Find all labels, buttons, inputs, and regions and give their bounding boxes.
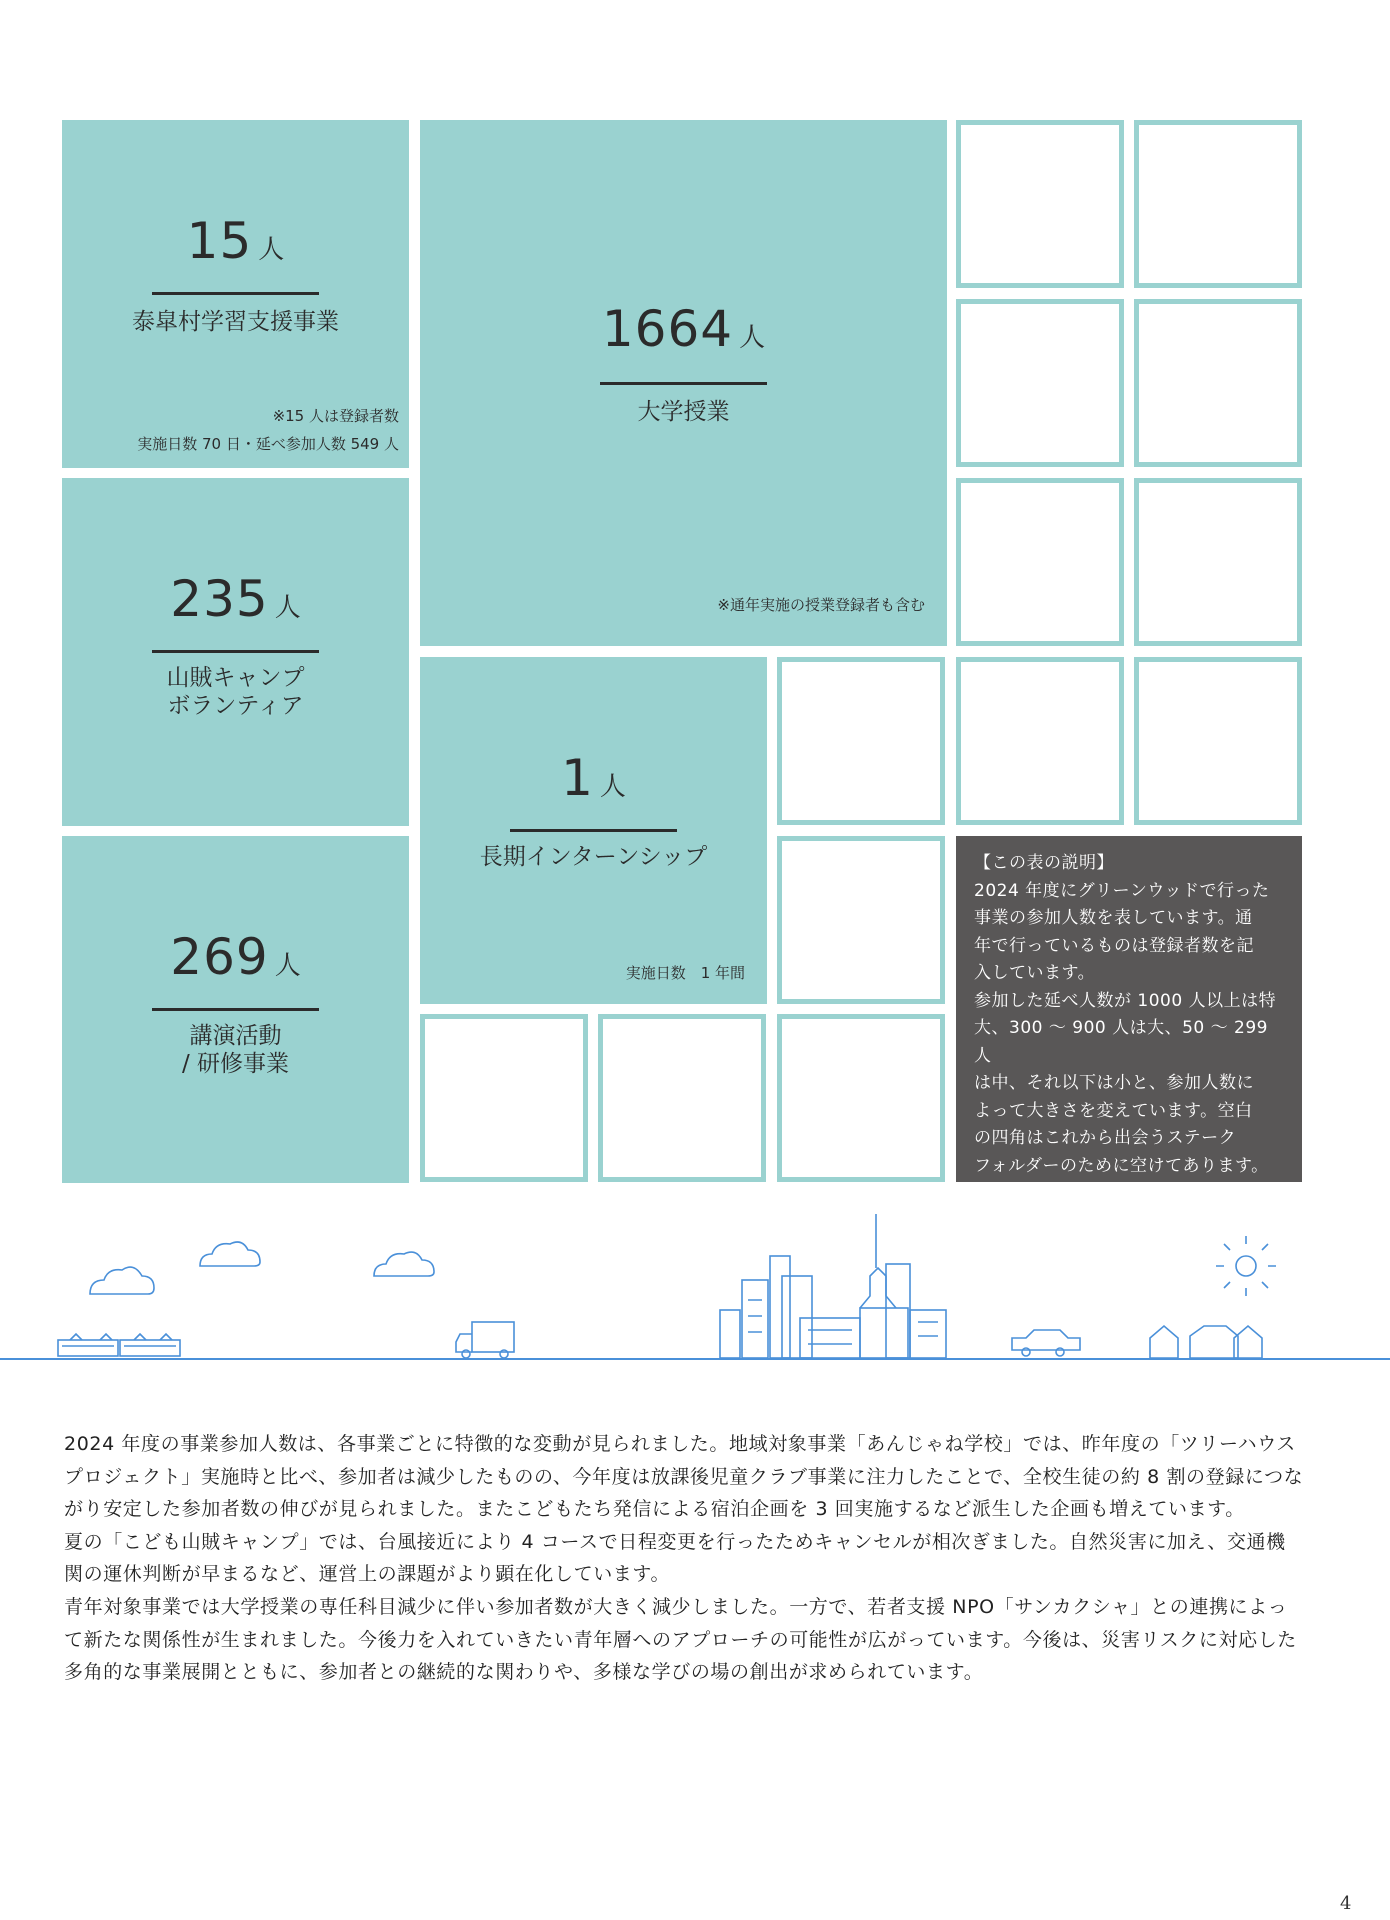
participant-count [62,570,409,628]
note-annual: ※通年実施の授業登録者も含む [717,596,925,614]
houses-icon [1150,1326,1262,1358]
divider [152,650,319,653]
empty-square [1134,120,1302,288]
car-icon [1012,1330,1080,1356]
count-unit: 人 [599,772,626,802]
participant-count [62,928,409,986]
program-name-line2: / 研修事業 [181,1051,290,1077]
divider [600,382,767,385]
paragraph: 青年対象事業では大学授業の専任科目減少に伴い参加者数が大きく減少しました。一方で、若者支援 NPO「サンカクシャ」との連携によって新たな関係性が生まれました。今後力を入れていきたい青年層へのアプローチの可能性が広がっています。今後は、災害リスクに対応した多角的な事業展開とともに、参加者との継続的な関わりや、多様な学びの場の創出が求められています。 [64,1595,1297,1684]
note-registered: ※15 人は登録者数 [272,407,399,425]
page-number: 4 [1340,1893,1352,1914]
empty-square [777,657,945,825]
program-name: 長期インターンシップ [479,844,708,870]
tile-bandit-camp-volunteer [62,478,409,826]
paragraph: 夏の「こども山賊キャンプ」では、台風接近により 4 コースで日程変更を行ったためキャンセルが相次ぎました。自然災害に加え、交通機関の運休判断が早まるなど、運営上の課題がより顕在化しています。 [64,1530,1286,1586]
divider [510,829,677,832]
empty-square [1134,478,1302,646]
empty-square [956,657,1124,825]
town-illustration [0,1200,1390,1370]
divider [152,1008,319,1011]
cloud-icon [90,1267,154,1294]
count-unit: 人 [274,593,301,623]
empty-square [420,1014,588,1182]
count-unit: 人 [258,235,285,265]
count-number: 235 [170,570,269,628]
truck-icon [456,1322,514,1358]
count-number: 1664 [601,300,734,358]
count-number: 269 [170,928,269,986]
tile-university-class [420,120,947,646]
program-name-line1: 講演活動 [189,1023,282,1049]
note-duration: 実施日数 1 年間 [625,964,745,982]
empty-square [777,836,945,1004]
empty-square [956,478,1124,646]
count-number: 15 [186,212,253,270]
participant-count [62,212,409,270]
program-name: 泰皐村学習支援事業 [132,309,339,335]
note-days: 実施日数 70 日・延べ参加人数 549 人 [137,435,399,453]
count-number: 1 [561,749,594,807]
empty-square [1134,657,1302,825]
empty-square [956,299,1124,467]
count-unit: 人 [739,323,766,353]
chart-explanation-box [956,836,1302,1182]
paragraph: 2024 年度の事業参加人数は、各事業ごとに特徴的な変動が見られました。地域対象事業「あんじゃね学校」では、昨年度の「ツリーハウスプロジェクト」実施時と比べ、参加者は減少したものの、今年度は放課後児童クラブ事業に注力したことで、全校生徒の約 8 割の登録につながり安定した参加者数の伸びが見られました。またこどもたち発信による宿泊企画を 3 回実施するなど派生した企画も増えています。 [64,1433,1304,1521]
sun-icon [1216,1236,1276,1296]
summary-text [64,1428,1304,1689]
empty-square [1134,299,1302,467]
empty-square [598,1014,766,1182]
tile-lecture-training [62,836,409,1183]
cloud-icon [200,1242,260,1266]
train-icon [58,1334,180,1356]
ground-line [0,1358,1390,1360]
program-name: 大学授業 [637,399,730,425]
empty-square [777,1014,945,1182]
explanation-title: 【この表の説明】 [974,853,1114,873]
tile-long-internship [420,657,767,1004]
count-unit: 人 [274,951,301,981]
cloud-icon [374,1252,434,1276]
empty-square [956,120,1124,288]
program-name-line2: ボランティア [167,693,304,719]
city-skyline-icon [720,1214,946,1358]
participant-count [420,749,767,807]
explanation-text: 2024 年度にグリーンウッドで行った 事業の参加人数を表しています。通 年で行っているものは登録者数を記 入しています。 参加した延べ人数が 1000 人以上は特 大、300 〜 900 人は大、50 〜 299 人 は中、それ以下は小と、参加人数に よって大きさを変えています。空白 の四角はこれから出会うステーク フォルダーのために空けてあります。 [974,880,1277,1176]
divider [152,292,319,295]
tile-taihaku-support [62,120,409,468]
program-name-line1: 山賊キャンプ [166,665,305,691]
participant-count [420,300,947,358]
